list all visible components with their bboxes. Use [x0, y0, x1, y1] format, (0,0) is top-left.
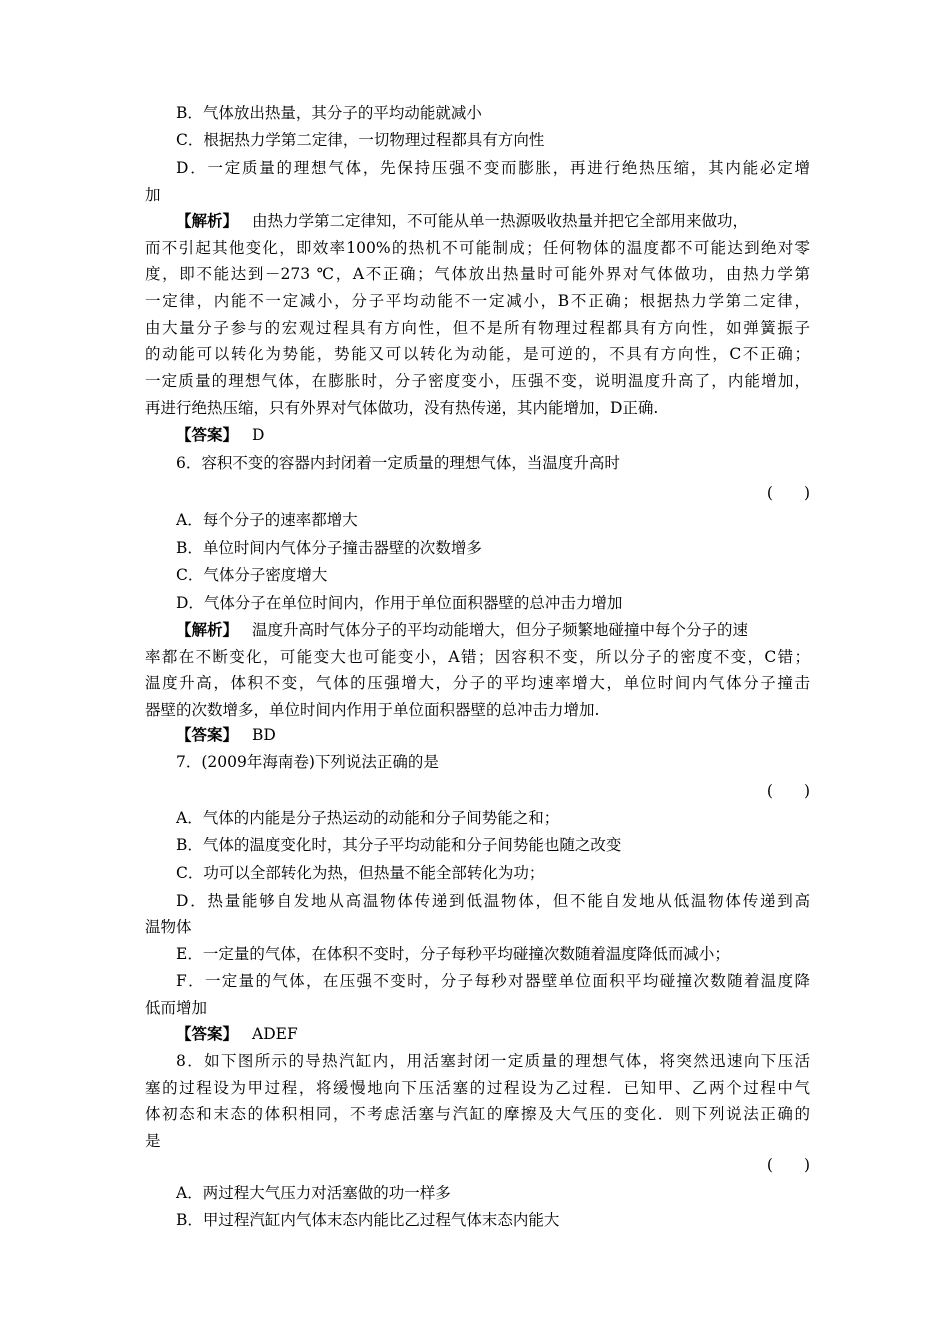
q7-answer-blank: ( )	[766, 782, 810, 800]
analysis-tag: 【解析】	[176, 211, 239, 230]
q6-analysis-line: 率都在不断变化，可能变大也可能变小，A错；因容积不变，所以分子的密度不变，C错；	[145, 648, 810, 666]
q6-option-b: B．单位时间内气体分子撞击器壁的次数增多	[176, 539, 482, 557]
q6-option-a: A．每个分子的速率都增大	[176, 511, 358, 529]
q5-analysis-line: 由大量分子参与的宏观过程具有方向性，但不是所有物理过程都具有方向性，如弹簧振子	[145, 319, 810, 337]
q5-analysis-line: 度，即不能达到－273 ℃，A不正确；气体放出热量时可能外界对气体做功，由热力学第	[145, 265, 810, 283]
q5-option-c: C．根据热力学第二定律，一切物理过程都具有方向性	[176, 131, 545, 149]
q5-analysis-line: 再进行绝热压缩，只有外界对气体做功，没有热传递，其内能增加，D正确.	[145, 399, 659, 417]
q5-analysis-line: 一定律，内能不一定减小，分子平均动能不一定减小，B不正确；根据热力学第二定律，	[145, 292, 810, 310]
q8-option-a: A．两过程大气压力对活塞做的功一样多	[176, 1184, 451, 1202]
q6-analysis-text: 温度升高时气体分子的平均动能增大，但分子频繁地碰撞中每个分子的速	[252, 621, 749, 639]
q7-stem: 7．(2009年海南卷)下列说法正确的是	[176, 753, 439, 771]
q5-option-d-cont: 加	[145, 186, 161, 204]
q7-option-d: D．热量能够自发地从高温物体传递到低温物体，但不能自发地从低温物体传递到高	[176, 892, 810, 910]
q6-analysis-line: 温度升高，体积不变，气体的压强增大，分子的平均速率增大，单位时间内气体分子撞击	[145, 674, 810, 692]
analysis-tag: 【解析】	[176, 620, 239, 639]
q6-answer-value: BD	[252, 726, 276, 744]
q5-option-d: D．一定质量的理想气体，先保持压强不变而膨胀，再进行绝热压缩，其内能必定增	[176, 159, 810, 177]
q5-answer-value: D	[252, 426, 265, 444]
q8-stem-line: 体初态和末态的体积相同，不考虑活塞与汽缸的摩擦及大气压的变化．则下列说法正确的	[145, 1105, 810, 1123]
q7-option-a: A．气体的内能是分子热运动的动能和分子间势能之和；	[176, 809, 560, 827]
q6-option-d: D．气体分子在单位时间内，作用于单位面积器壁的总冲击力增加	[176, 594, 623, 612]
q5-option-b: B．气体放出热量，其分子的平均动能就减小	[176, 104, 482, 122]
answer-tag: 【答案】	[176, 1024, 239, 1043]
q5-analysis-line: 而不引起其他变化，即效率100%的热机不可能制成；任何物体的温度都不可能达到绝对零	[145, 239, 810, 257]
q7-option-d-cont: 温物体	[145, 918, 192, 936]
q8-stem-line: 塞的过程设为甲过程，将缓慢地向下压活塞的过程设为乙过程．已知甲、乙两个过程中气	[145, 1079, 810, 1097]
q7-option-b: B．气体的温度变化时，其分子平均动能和分子间势能也随之改变	[176, 836, 622, 854]
q8-option-b: B．甲过程汽缸内气体末态内能比乙过程气体末态内能大	[176, 1211, 560, 1229]
q8-stem-line: 是	[145, 1132, 161, 1150]
q7-option-f: F．一定量的气体，在压强不变时，分子每秒对器壁单位面积平均碰撞次数随着温度降	[176, 972, 810, 990]
q5-answer	[176, 422, 810, 448]
q6-stem: 6．容积不变的容器内封闭着一定质量的理想气体，当温度升高时	[176, 454, 620, 472]
q8-stem-line: 8．如下图所示的导热汽缸内，用活塞封闭一定质量的理想气体，将突然迅速向下压活	[176, 1052, 810, 1070]
q5-analysis-line: 的动能可以转化为势能，势能又可以转化为动能，是可逆的，不具有方向性，C不正确；	[145, 345, 810, 363]
q5-analysis-line: 一定质量的理想气体，在膨胀时，分子密度变小，压强不变，说明温度升高了，内能增加，	[145, 372, 810, 390]
answer-tag: 【答案】	[176, 725, 239, 744]
q7-answer	[176, 1021, 810, 1047]
q7-option-e: E．一定量的气体，在体积不变时，分子每秒平均碰撞次数随着温度降低而减小；	[176, 945, 730, 963]
q6-answer	[176, 722, 810, 748]
q6-option-c: C．气体分子密度增大	[176, 566, 328, 584]
q8-answer-blank: ( )	[766, 1156, 810, 1174]
q6-analysis-first	[176, 617, 810, 643]
q5-analysis-first	[176, 208, 810, 234]
q6-answer-blank: ( )	[766, 484, 810, 502]
q6-analysis-line: 器壁的次数增多，单位时间内作用于单位面积器壁的总冲击力增加.	[145, 701, 600, 719]
q7-option-f-cont: 低而增加	[145, 999, 208, 1017]
q7-option-c: C．功可以全部转化为热，但热量不能全部转化为功；	[176, 864, 545, 882]
q7-answer-value: ADEF	[252, 1025, 298, 1043]
q5-analysis-text: 由热力学第二定律知，不可能从单一热源吸收热量并把它全部用来做功，	[252, 212, 749, 230]
answer-tag: 【答案】	[176, 425, 239, 444]
